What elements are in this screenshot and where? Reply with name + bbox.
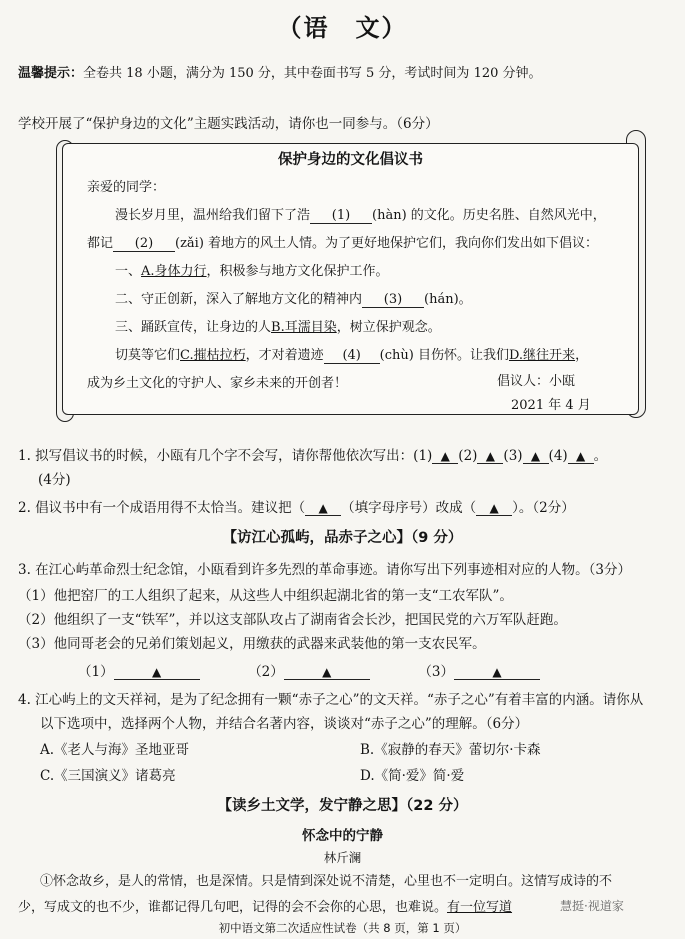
proposal-line-1: 漫长岁月里，温州给我们留下了浩 (1) (hàn) 的文化。历史名胜、自然风光中，: [115, 208, 606, 223]
activity-intro: 学校开展了“保护身边的文化”主题实践活动，请你也一同参与。（6分）: [18, 116, 439, 132]
page-title: （语 文）: [277, 13, 408, 42]
blank-1: (1): [310, 208, 372, 224]
essay-paragraph-line-1: ①怀念故乡，是人的常情，也是深情。只是情到深处说不清楚，心里也不一定明白。这情写成诗的不: [40, 874, 613, 889]
proposal-item-2: 二、守正创新，深入了解地方文化的精神内 (3) (hán)。: [115, 292, 472, 307]
essay-title: 怀念中的宁静: [302, 828, 383, 844]
proposal-line-3: 切莫等它们C.摧枯拉朽，才对着遗迹 (4) (chù) 目伤怀。让我们D.继往开来，: [115, 348, 589, 363]
blank-2: (2): [113, 236, 175, 252]
question-3: 3. 在江心屿革命烈士纪念馆，小瓯看到许多先烈的革命事迹。请你写出下列事迹相对应的人物。（3分）: [18, 562, 632, 578]
proposal-signer: 倡议人：小瓯: [497, 374, 576, 389]
essay-paragraph-line-2: 少，写成文的也不少，谁都记得几句吧，记得的会不会你的心思，也难说。有一位写道: [18, 900, 513, 915]
answer-blank-q3-2[interactable]: ▲: [284, 665, 370, 680]
question-1-score: (4分): [38, 472, 71, 488]
section-heading-1: 【访江心孤屿，品赤子之心】（9 分）: [222, 530, 463, 546]
option-b-underlined: B.耳濡目染: [271, 320, 337, 335]
option-b: B.《寂静的春天》蕾切尔·卡森: [360, 742, 541, 758]
answer-blank-q2-1[interactable]: ▲: [305, 501, 341, 516]
proposal-greeting: 亲爱的同学：: [87, 180, 166, 195]
proposal-line-4: 成为乡土文化的守护人、家乡未来的开创者！: [87, 376, 348, 391]
notice: [18, 62, 542, 81]
option-d-underlined: D.继往开来: [508, 348, 576, 363]
proposal-item-3: 三、踊跃宣传，让身边的人B.耳濡目染，树立保护观念。: [115, 320, 441, 335]
blank-4: (4): [324, 348, 380, 364]
option-d: D.《简·爱》简·爱: [360, 768, 465, 784]
question-4: 4. 江心屿上的文天祥祠，是为了纪念拥有一颗“赤子之心”的文天祥。“赤子之心”有着丰富的内涵。请你从: [18, 692, 644, 708]
answer-blank-q1-4[interactable]: ▲: [568, 449, 594, 464]
blank-3: (3): [362, 292, 424, 308]
question-3-answers: （1） ▲ （2） ▲ （3） ▲: [78, 660, 540, 680]
question-2: 2. 倡议书中有一个成语用得不太恰当。建议把（ ▲ （填字母序号）改成（ ▲ ）。（2分）: [18, 500, 575, 516]
option-c-underlined: C.摧枯拉朽: [180, 348, 246, 363]
proposal-scroll: [62, 143, 639, 415]
notice-label: 温馨提示：: [18, 66, 84, 81]
proposal-line-2: 都记 (2) (zǎi) 着地方的风土人情。为了更好地保护它们，我向你们发出如下倡议：: [87, 236, 599, 251]
page-footer: 初中语文第二次适应性试卷（共 8 页，第 1 页）: [218, 921, 467, 935]
answer-blank-q1-2[interactable]: ▲: [477, 449, 503, 464]
proposal-date: 2021 年 4 月: [511, 398, 591, 413]
option-c: C.《三国演义》诸葛亮: [40, 768, 176, 784]
answer-blank-q3-3[interactable]: ▲: [454, 665, 540, 680]
answer-blank-q2-2[interactable]: ▲: [476, 501, 512, 516]
answer-blank-q1-1[interactable]: ▲: [432, 449, 458, 464]
answer-blank-q3-1[interactable]: ▲: [114, 665, 200, 680]
proposal-title: 保护身边的文化倡议书: [278, 152, 423, 168]
question-4-cont: 以下选项中，选择两个人物，并结合名著内容，谈谈对“赤子之心”的理解。（6分）: [40, 716, 529, 732]
essay-author: 林斤澜: [323, 850, 362, 865]
watermark: 慧挺·视道家: [560, 899, 624, 913]
notice-text: 全卷共 18 小题，满分为 150 分，其中卷面书写 5 分，考试时间为 120 分钟。: [83, 66, 542, 81]
option-a-underlined: A.身体力行: [141, 264, 207, 279]
option-a: A.《老人与海》圣地亚哥: [40, 742, 190, 758]
question-3-item-2: （2）他组织了一支“铁军”，并以这支部队攻占了湖南省会长沙，把国民党的六万军队赶跑。: [18, 612, 567, 628]
question-3-item-1: （1）他把窑厂的工人组织了起来，从这些人中组织起湖北省的第一支“工农军队”。: [18, 588, 513, 604]
answer-blank-q1-3[interactable]: ▲: [523, 449, 549, 464]
section-heading-2: 【读乡土文学，发宁静之思】（22 分）: [217, 798, 468, 814]
proposal-item-1: 一、A.身体力行，积极参与地方文化保护工作。: [115, 264, 389, 279]
question-1: 1. 拟写倡议书的时候，小瓯有几个字不会写，请你帮他依次写出：(1) ▲ (2) ▲ (3) ▲ (4) ▲ 。: [18, 448, 608, 464]
question-3-item-3: （3）他同哥老会的兄弟们策划起义，用缴获的武器来武装他的第一支农民军。: [18, 636, 486, 652]
